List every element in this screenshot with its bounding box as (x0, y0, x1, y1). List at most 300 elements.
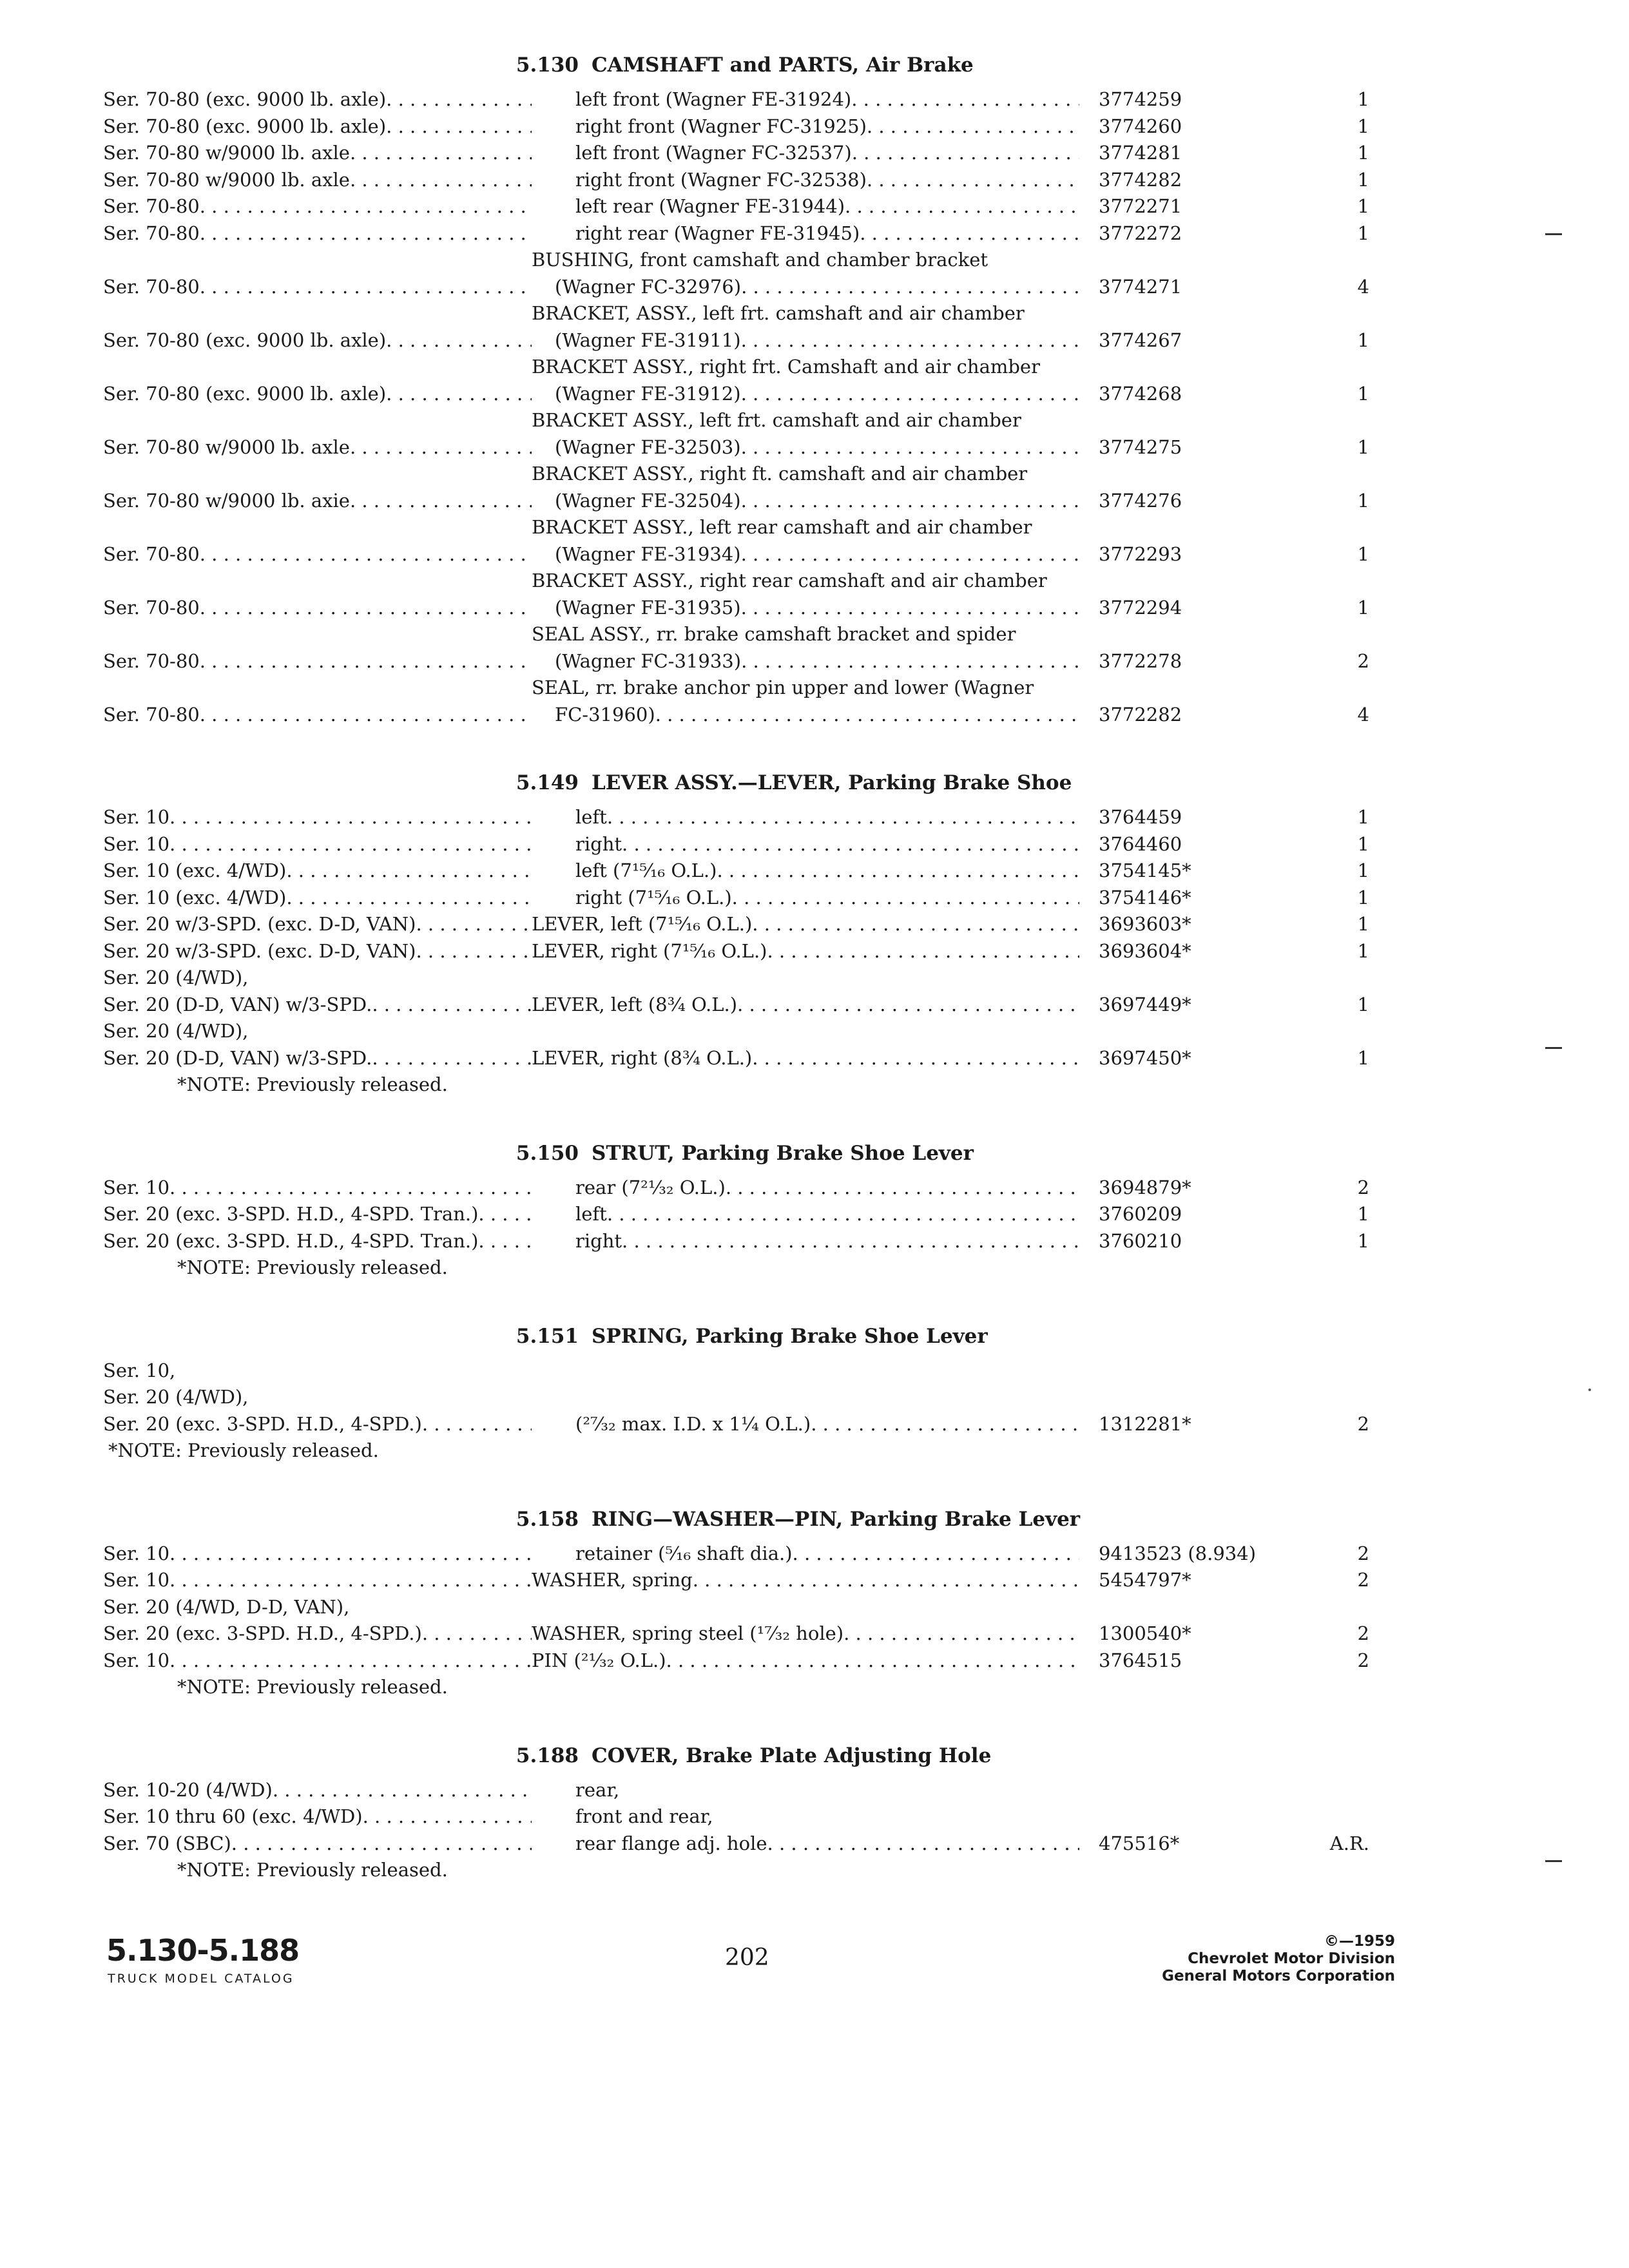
description-text: BRACKET ASSY., left frt. camshaft and air chamber (532, 409, 1021, 431)
description-text: (Wagner FE-31912) (555, 382, 741, 405)
leader-dots (752, 911, 1079, 938)
quantity: 1 (1357, 382, 1369, 405)
part-number: 3774260 (1099, 115, 1182, 137)
series-cell (103, 804, 532, 831)
series-cell (103, 86, 532, 113)
leader-dots (752, 1045, 1079, 1072)
corporation-name: General Motors Corporation (1162, 1968, 1395, 1984)
description-cell (532, 354, 1079, 407)
part-number: 3774281 (1099, 142, 1182, 164)
catalog-section (103, 1139, 1405, 1282)
leader-dots (248, 1018, 532, 1045)
description-text: front and rear, (575, 1805, 713, 1827)
quantity: 2 (1357, 1176, 1369, 1198)
part-number: 1300540* (1099, 1622, 1191, 1644)
description-cell (532, 220, 1079, 247)
description-cell (532, 113, 1079, 140)
series-text: Ser. 10 thru 60 (exc. 4/WD) (103, 1805, 363, 1827)
parts-row (103, 300, 1405, 354)
description-text: BUSHING, front camshaft and chamber bracket (532, 249, 988, 271)
quantity: 1 (1357, 1203, 1369, 1225)
series-text: Ser. 10 (103, 1176, 170, 1198)
series-cell (103, 274, 532, 301)
catalog-name: TRUCK MODEL CATALOG (108, 1972, 294, 1986)
parts-row (103, 140, 1405, 167)
description-text: WASHER, spring steel (¹⁷⁄₃₂ hole) (532, 1622, 844, 1644)
quantity: A.R. (1329, 1832, 1369, 1854)
description-cell (532, 1777, 1079, 1858)
part-number: 3760209 (1099, 1203, 1182, 1225)
leader-dots (793, 1541, 1079, 1568)
leader-dots (200, 193, 532, 220)
series-cell (103, 381, 532, 408)
page-footer (106, 1933, 1395, 1997)
quantity: 2 (1357, 1542, 1369, 1564)
description-text: left (575, 806, 607, 828)
leader-dots (732, 885, 1079, 912)
leader-dots (741, 488, 1079, 515)
leader-dots (741, 595, 1079, 622)
leader-dots (851, 86, 1079, 113)
description-text: right front (Wagner FC-31925) (575, 115, 867, 137)
part-number: 3694879* (1099, 1176, 1191, 1198)
series-cell (103, 595, 532, 622)
part-number: 3774259 (1099, 88, 1182, 110)
description-text: left front (Wagner FC-32537) (575, 142, 852, 164)
series-cell (103, 1358, 532, 1438)
part-number: 3772272 (1099, 222, 1182, 244)
section-title (103, 1741, 1405, 1771)
section-note: *NOTE: Previously released. (177, 1073, 448, 1095)
series-text: Ser. 20 (exc. 3-SPD. H.D., 4-SPD.) (103, 1412, 422, 1435)
series-text: Ser. 70-80 (103, 275, 200, 298)
series-text: Ser. 70-80 w/9000 lb. axie (103, 489, 350, 512)
section-heading: COVER, Brake Plate Adjusting Hole (592, 1744, 992, 1767)
margin-mark (1545, 1860, 1562, 1862)
section-note: *NOTE: Previously released. (108, 1439, 379, 1461)
description-text: (Wagner FE-31911) (555, 329, 741, 351)
section-heading: RING—WASHER—PIN, Parking Brake Lever (592, 1507, 1081, 1531)
leader-dots (422, 1411, 532, 1438)
part-number: 3772282 (1099, 703, 1182, 726)
description-text: (Wagner FE-31935) (555, 596, 741, 619)
section-number: 5.149 (516, 771, 579, 794)
description-text: left front (Wagner FE-31924) (575, 88, 852, 110)
section-title (103, 50, 1405, 80)
quantity: 2 (1357, 1569, 1369, 1591)
quantity: 1 (1357, 436, 1369, 458)
series-text: Ser. 70-80 (103, 543, 200, 565)
description-text: BRACKET ASSY., right ft. camshaft and air chamber (532, 463, 1028, 485)
part-number: 3693604* (1099, 939, 1191, 962)
description-cell (532, 1648, 1079, 1675)
series-cell (103, 858, 532, 885)
part-number: 475516* (1099, 1832, 1180, 1854)
leader-dots (607, 804, 1079, 831)
quantity: 1 (1357, 993, 1369, 1015)
parts-row (103, 247, 1405, 300)
quantity: 1 (1357, 168, 1369, 191)
series-cell (103, 1648, 532, 1675)
leader-dots (372, 992, 532, 1019)
description-text: rear flange adj. hole (575, 1832, 767, 1854)
part-number: 5454797* (1099, 1569, 1191, 1591)
description-text: right rear (Wagner FE-31945) (575, 222, 860, 244)
part-number: 3764515 (1099, 1649, 1182, 1671)
leader-dots (248, 965, 532, 992)
series-text: Ser. 70-80 (103, 703, 200, 726)
parts-row (103, 407, 1405, 461)
series-text: Ser. 70-80 (103, 222, 200, 244)
description-cell (532, 300, 1079, 354)
description-cell (532, 1567, 1079, 1594)
series-cell (103, 1228, 532, 1255)
leader-dots (350, 488, 532, 515)
parts-row (103, 1541, 1405, 1568)
series-text: Ser. 70 (SBC) (103, 1832, 231, 1854)
description-text: WASHER, spring (532, 1569, 693, 1591)
series-text: Ser. 70-80 (103, 649, 200, 672)
parts-row (103, 514, 1405, 568)
leader-dots (741, 327, 1079, 354)
leader-dots (248, 1384, 532, 1411)
leader-dots (349, 1594, 532, 1621)
series-cell (103, 831, 532, 858)
quantity: 1 (1357, 1046, 1369, 1069)
quantity: 1 (1357, 886, 1369, 908)
series-cell (103, 1541, 532, 1568)
series-text: Ser. 70-80 w/9000 lb. axle (103, 168, 350, 191)
leader-dots (363, 1803, 532, 1831)
section-number: 5.158 (516, 1507, 579, 1531)
description-text: rear, (575, 1778, 620, 1801)
quantity: 1 (1357, 222, 1369, 244)
series-cell (103, 193, 532, 220)
description-cell (532, 675, 1079, 728)
description-text: BRACKET ASSY., right rear camshaft and air chamber (532, 570, 1047, 591)
description-cell (532, 831, 1079, 858)
description-cell (532, 514, 1079, 568)
copyright: ©—1959 (1324, 1933, 1395, 1950)
part-number: 3774268 (1099, 382, 1182, 405)
series-text: Ser. 70-80 (103, 195, 200, 217)
description-text: left (7¹⁵⁄₁₆ O.L.) (575, 860, 717, 881)
series-cell (103, 1175, 532, 1202)
description-text: SEAL ASSY., rr. brake camshaft bracket and spider (532, 623, 1016, 645)
leader-dots (200, 220, 532, 247)
part-number: 3774282 (1099, 168, 1182, 191)
series-text: Ser. 10 (103, 1542, 170, 1564)
part-number: 9413523 (8.934) (1099, 1542, 1257, 1564)
series-text: Ser. 10 (exc. 4/WD) (103, 860, 287, 881)
description-text: left rear (Wagner FE-31944) (575, 195, 845, 217)
description-cell (532, 86, 1079, 113)
leader-dots (607, 1201, 1079, 1228)
series-text: Ser. 10 (103, 1649, 170, 1671)
section-title (103, 768, 1405, 798)
quantity: 1 (1357, 860, 1369, 881)
leader-dots (867, 113, 1079, 140)
series-text: Ser. 20 (exc. 3-SPD. H.D., 4-SPD.) (103, 1622, 422, 1644)
leader-dots (622, 1228, 1079, 1255)
parts-row (103, 1648, 1405, 1675)
description-text: BRACKET ASSY., left rear camshaft and air chamber (532, 516, 1032, 538)
leader-dots (175, 1358, 532, 1385)
leader-dots (741, 381, 1079, 408)
part-number: 3774271 (1099, 275, 1182, 298)
series-text: Ser. 70-80 w/9000 lb. axle (103, 436, 350, 458)
series-cell (103, 488, 532, 515)
description-text: (Wagner FC-32976) (555, 275, 742, 298)
quantity: 1 (1357, 1229, 1369, 1252)
description-text: FC-31960) (555, 703, 655, 726)
leader-dots (867, 167, 1079, 194)
description-cell (532, 992, 1079, 1019)
parts-row (103, 86, 1405, 113)
parts-row (103, 167, 1405, 194)
quantity: 1 (1357, 142, 1369, 164)
description-cell (532, 938, 1079, 965)
series-cell (103, 1018, 532, 1072)
leader-dots (372, 1045, 532, 1072)
leader-dots (478, 1201, 532, 1228)
leader-dots (422, 1620, 532, 1648)
series-text: Ser. 70-80 w/9000 lb. axle (103, 142, 350, 164)
leader-dots (843, 1620, 1079, 1648)
section-note: *NOTE: Previously released. (177, 1256, 448, 1278)
description-cell (532, 1201, 1079, 1228)
series-text: Ser. 20 (D-D, VAN) w/3-SPD. (103, 993, 372, 1015)
description-cell (532, 461, 1079, 514)
series-text: Ser. 10 (103, 806, 170, 828)
catalog-section (103, 1504, 1405, 1701)
parts-row (103, 354, 1405, 407)
leader-dots (200, 648, 532, 675)
quantity: 1 (1357, 88, 1369, 110)
description-cell (532, 1541, 1079, 1568)
parts-row (103, 938, 1405, 965)
part-number: 3772271 (1099, 195, 1182, 217)
series-text: Ser. 20 (4/WD), (103, 1386, 249, 1408)
leader-dots (845, 193, 1079, 220)
series-cell (103, 885, 532, 912)
section-note: *NOTE: Previously released. (177, 1859, 448, 1881)
leader-dots (350, 167, 532, 194)
series-text: Ser. 20 (4/WD), (103, 1020, 249, 1042)
quantity: 1 (1357, 489, 1369, 512)
part-number: 3764460 (1099, 832, 1182, 855)
section-note: *NOTE: Previously released. (177, 1676, 448, 1698)
description-cell (532, 621, 1079, 675)
leader-dots (416, 911, 532, 938)
leader-dots (767, 1831, 1079, 1858)
leader-dots (478, 1228, 532, 1255)
part-number: 3772278 (1099, 649, 1182, 672)
description-text: (Wagner FC-31933) (555, 649, 742, 672)
series-cell (103, 220, 532, 247)
leader-dots (286, 858, 532, 885)
parts-row (103, 858, 1405, 885)
description-cell (532, 911, 1079, 938)
series-text: Ser. 70-80 (exc. 9000 lb. axle) (103, 382, 387, 405)
description-cell (532, 858, 1079, 885)
series-text: Ser. 20 (4/WD, D-D, VAN), (103, 1595, 350, 1618)
section-number: 5.150 (516, 1141, 579, 1165)
description-text: LEVER, right (7¹⁵⁄₁₆ O.L.) (532, 939, 767, 962)
part-number: 3764459 (1099, 806, 1182, 828)
series-cell (103, 1567, 532, 1594)
parts-row (103, 461, 1405, 514)
leader-dots (169, 804, 532, 831)
quantity: 1 (1357, 329, 1369, 351)
margin-mark (1545, 1047, 1562, 1049)
series-cell (103, 911, 532, 938)
catalog-section (103, 50, 1405, 728)
section-range-code: 5.130-5.188 (106, 1933, 300, 1968)
catalog-section (103, 768, 1405, 1099)
parts-row (103, 568, 1405, 621)
part-number: 3754146* (1099, 886, 1191, 908)
leader-dots (767, 938, 1079, 965)
quantity: 1 (1357, 939, 1369, 962)
description-text: BRACKET ASSY., right frt. Camshaft and air chamber (532, 356, 1040, 378)
leader-dots (169, 1541, 532, 1568)
leader-dots (860, 220, 1079, 247)
description-cell (532, 1175, 1079, 1202)
description-text: right (7¹⁵⁄₁₆ O.L.) (575, 886, 732, 908)
parts-row (103, 1567, 1405, 1594)
series-text: Ser. 70-80 (exc. 9000 lb. axle) (103, 88, 387, 110)
description-text: rear (7²¹⁄₃₂ O.L.) (575, 1176, 726, 1198)
leader-dots (717, 858, 1079, 885)
leader-dots (741, 541, 1079, 568)
catalog-page (103, 50, 1405, 1924)
leader-dots (741, 434, 1079, 461)
leader-dots (169, 1567, 532, 1594)
quantity: 2 (1357, 1412, 1369, 1435)
leader-dots (169, 1648, 532, 1675)
series-cell (103, 702, 532, 729)
quantity: 2 (1357, 649, 1369, 672)
part-number: 3774276 (1099, 489, 1182, 512)
description-text: left (575, 1203, 607, 1225)
parts-row (103, 885, 1405, 912)
description-cell (532, 247, 1079, 300)
series-cell (103, 938, 532, 965)
quantity: 2 (1357, 1622, 1369, 1644)
description-cell (532, 140, 1079, 167)
description-text: right (575, 832, 622, 855)
series-cell (103, 113, 532, 140)
part-number: 3772294 (1099, 596, 1182, 619)
part-number: 3754145* (1099, 860, 1191, 881)
description-text: LEVER, left (8¾ O.L.) (532, 993, 738, 1015)
leader-dots (386, 327, 532, 354)
leader-dots (286, 885, 532, 912)
section-number: 5.151 (516, 1324, 579, 1348)
leader-dots (693, 1567, 1079, 1594)
division-name: Chevrolet Motor Division (1188, 1950, 1395, 1967)
description-text: BRACKET, ASSY., left frt. camshaft and air chamber (532, 302, 1025, 324)
series-text: Ser. 10 (exc. 4/WD) (103, 886, 287, 908)
section-title (103, 1504, 1405, 1534)
series-text: Ser. 70-80 (exc. 9000 lb. axle) (103, 115, 387, 137)
series-cell (103, 1594, 532, 1648)
section-heading: LEVER ASSY.—LEVER, Parking Brake Shoe (592, 771, 1072, 794)
series-cell (103, 648, 532, 675)
description-text: retainer (⁵⁄₁₆ shaft dia.) (575, 1542, 793, 1564)
part-number: 3774275 (1099, 436, 1182, 458)
parts-row (103, 675, 1405, 728)
description-text: right front (Wagner FC-32538) (575, 168, 867, 191)
quantity: 4 (1357, 703, 1369, 726)
leader-dots (200, 541, 532, 568)
parts-row (103, 1228, 1405, 1255)
leader-dots (231, 1831, 532, 1858)
leader-dots (200, 702, 532, 729)
leader-dots (741, 274, 1079, 301)
leader-dots (200, 595, 532, 622)
description-text: (Wagner FE-32504) (555, 489, 741, 512)
section-heading: CAMSHAFT and PARTS, Air Brake (592, 53, 974, 77)
leader-dots (741, 648, 1079, 675)
margin-mark (1545, 233, 1562, 235)
description-text: SEAL, rr. brake anchor pin upper and lower (Wagner (532, 677, 1034, 698)
leader-dots (737, 992, 1079, 1019)
parts-row (103, 1018, 1405, 1072)
parts-row (103, 911, 1405, 938)
part-number: 3772293 (1099, 543, 1182, 565)
series-text: Ser. 20 (D-D, VAN) w/3-SPD. (103, 1046, 372, 1069)
quantity: 1 (1357, 832, 1369, 855)
part-number: 1312281* (1099, 1412, 1191, 1435)
series-cell (103, 1201, 532, 1228)
description-cell (532, 193, 1079, 220)
series-text: Ser. 20 (4/WD), (103, 966, 249, 988)
leader-dots (811, 1411, 1079, 1438)
description-cell (532, 885, 1079, 912)
leader-dots (386, 113, 532, 140)
parts-row (103, 193, 1405, 220)
description-cell (532, 1411, 1079, 1438)
series-text: Ser. 70-80 (exc. 9000 lb. axle) (103, 329, 387, 351)
description-text: LEVER, right (8¾ O.L.) (532, 1046, 753, 1069)
parts-row (103, 621, 1405, 675)
description-text: (²⁷⁄₃₂ max. I.D. x 1¼ O.L.) (575, 1412, 811, 1435)
quantity: 1 (1357, 115, 1369, 137)
parts-row (103, 113, 1405, 140)
quantity: 1 (1357, 543, 1369, 565)
section-title (103, 1321, 1405, 1351)
series-text: Ser. 10-20 (4/WD) (103, 1778, 273, 1801)
part-number: 3774267 (1099, 329, 1182, 351)
description-cell (532, 407, 1079, 461)
section-number: 5.130 (516, 53, 579, 77)
parts-row (103, 1175, 1405, 1202)
page-number: 202 (725, 1945, 769, 1971)
quantity: 1 (1357, 806, 1369, 828)
series-text: Ser. 20 w/3-SPD. (exc. D-D, VAN) (103, 913, 416, 935)
part-number: 3697449* (1099, 993, 1191, 1015)
leader-dots (726, 1175, 1079, 1202)
parts-row (103, 1594, 1405, 1648)
quantity: 2 (1357, 1649, 1369, 1671)
catalog-section (103, 1741, 1405, 1884)
series-cell (103, 1777, 532, 1858)
part-number: 3693603* (1099, 913, 1191, 935)
series-text: Ser. 10 (103, 1569, 170, 1591)
series-text: Ser. 10, (103, 1359, 176, 1381)
